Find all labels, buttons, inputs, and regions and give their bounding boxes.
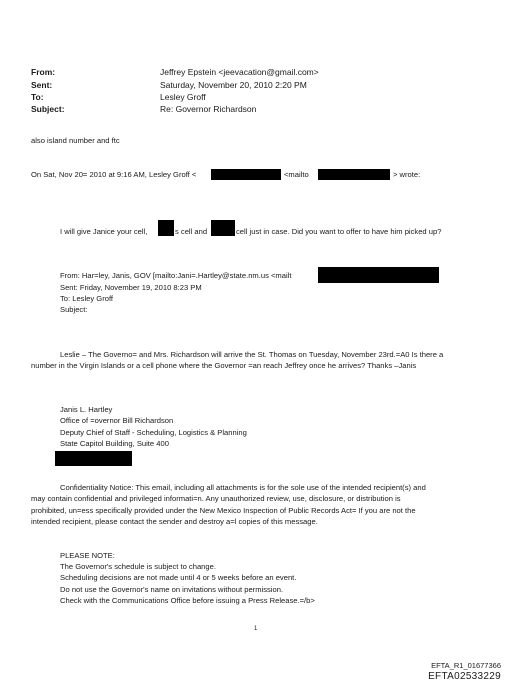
message-line: Leslie – The Governo= and Mrs. Richardson will arrive the St. Thomas on Tuesday, November 23rd.=A0 Is there a (60, 350, 444, 359)
subject-label: Subject: (31, 104, 65, 114)
quote-intro-mailto: <mailto (284, 170, 309, 179)
confidentiality-line: prohibited, un=ess specifically provided under the New Mexico Inspection of Public Records Act= If you are not the (31, 506, 416, 515)
reply-line-mid: s cell and (175, 227, 208, 236)
reply-line-start: I will give Janice your cell, (60, 227, 148, 236)
confidentiality-line: Confidentiality Notice: This email, including all attachments is for the sole use of the intended recipient(s) and (60, 483, 426, 492)
redaction-box (318, 169, 390, 180)
forwarded-to: To: Lesley Groff (60, 294, 114, 303)
forwarded-sent: Sent: Friday, November 19, 2010 8:23 PM (60, 283, 202, 292)
forwarded-from: From: Har=ley, Janis, GOV [mailto:Jani=.Hartley@state.nm.us <mailt (60, 271, 292, 280)
from-label: From: (31, 67, 56, 77)
note-line: The Governor's schedule is subject to change. (60, 562, 216, 571)
footer-id: EFTA02533229 (428, 671, 501, 682)
redaction-box (211, 220, 235, 236)
redaction-box (158, 220, 174, 236)
confidentiality-line: may contain confidential and privileged informati=n. Any unauthorized review, use, disclosure, or distribution is (31, 494, 401, 503)
signature-address: State Capitol Building, Suite 400 (60, 439, 169, 448)
note-line: Scheduling decisions are not made until 4 or 5 weeks before an event. (60, 573, 297, 582)
signature-office: Office of =overnor Bill Richardson (60, 416, 174, 425)
signature-name: Janis L. Hartley (60, 405, 113, 414)
footer-id: EFTA_R1_01677366 (431, 661, 501, 670)
forwarded-subject: Subject: (60, 305, 88, 314)
confidentiality-line: intended recipient, please contact the sender and destroy a=l copies of this message. (31, 517, 318, 526)
body-line: also island number and ftc (31, 136, 120, 145)
reply-line-end: cell just in case. Did you want to offer to have him picked up? (236, 227, 442, 236)
quote-intro-start: On Sat, Nov 20= 2010 at 9:16 AM, Lesley Groff < (31, 170, 197, 179)
subject-value: Re: Governor Richardson (160, 104, 257, 114)
signature-title: Deputy Chief of Staff - Scheduling, Logistics & Planning (60, 428, 247, 437)
to-label: To: (31, 92, 44, 102)
quote-intro-end: > wrote: (393, 170, 421, 179)
to-value: Lesley Groff (160, 92, 206, 102)
redaction-box (55, 451, 132, 466)
sent-label: Sent: (31, 80, 53, 90)
from-value: Jeffrey Epstein <jeevacation@gmail.com> (160, 67, 319, 77)
note-heading: PLEASE NOTE: (60, 551, 115, 560)
note-line: Do not use the Governor's name on invitations without permission. (60, 585, 284, 594)
note-line: Check with the Communications Office before issuing a Press Release.=/b> (60, 596, 315, 605)
page-number: 1 (254, 626, 258, 632)
redaction-box (211, 169, 281, 180)
sent-value: Saturday, November 20, 2010 2:20 PM (160, 80, 307, 90)
redaction-box (318, 267, 439, 283)
message-line: number in the Virgin Islands or a cell phone where the Governor =an reach Jeffrey once he arrives? Thanks –Janis (31, 361, 417, 370)
